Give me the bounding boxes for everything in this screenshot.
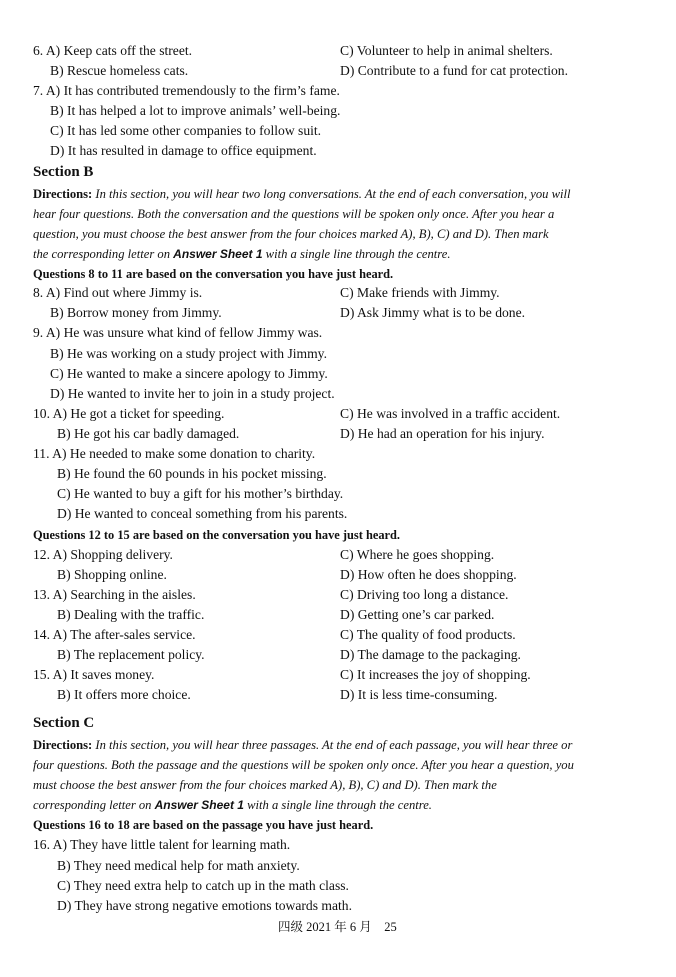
page-footer: 四级 2021 年 6 月 25 xyxy=(278,920,397,934)
q8-option-d: D) Ask Jimmy what is to be done. xyxy=(340,305,526,320)
q8-option-b: B) Borrow money from Jimmy. xyxy=(50,305,222,320)
q13-option-c: C) Driving too long a distance. xyxy=(340,587,509,602)
q12-option-c: C) Where he goes shopping. xyxy=(340,547,495,562)
q7-option-c: C) It has led some other companies to follow suit. xyxy=(50,123,322,138)
directions-text: with a single line through the centre. xyxy=(243,798,432,812)
q14-option-d: D) The damage to the packaging. xyxy=(340,647,521,662)
q6-option-a: 6. A) Keep cats off the street. xyxy=(33,43,193,58)
q9-option-b: B) He was working on a study project with Jimmy. xyxy=(50,346,327,361)
directions-text: In this section, you will hear two long conversations. At the end of each conversation, you will xyxy=(95,187,571,201)
q10-option-c: C) He was involved in a traffic accident. xyxy=(340,406,561,421)
question-group-16-18: Questions 16 to 18 are based on the passage you have just heard. xyxy=(33,818,374,832)
q11-option-d: D) He wanted to conceal something from his parents. xyxy=(57,506,348,521)
answer-sheet-ref: Answer Sheet 1 xyxy=(154,798,244,812)
directions-text: In this section, you will hear three passages. At the end of each passage, you will hear three or xyxy=(95,738,573,752)
section-c-directions-4 xyxy=(33,796,432,814)
q16-option-c: C) They need extra help to catch up in the math class. xyxy=(57,878,349,893)
q13-option-d: D) Getting one’s car parked. xyxy=(340,607,495,622)
section-c-directions-3: must choose the best answer from the four choices marked A), B), C) and D). Then mark the xyxy=(33,778,497,792)
section-c-directions-2: four questions. Both the passage and the questions will be spoken only once. After you hear a question, you xyxy=(33,758,574,772)
directions-text: the corresponding letter on xyxy=(33,247,174,261)
q10-option-d: D) He had an operation for his injury. xyxy=(340,426,545,441)
q16-option-a: 16. A) They have little talent for learning math. xyxy=(33,837,291,852)
q13-option-b: B) Dealing with the traffic. xyxy=(57,607,205,622)
question-group-12-15: Questions 12 to 15 are based on the conversation you have just heard. xyxy=(33,528,401,542)
section-c-directions-1 xyxy=(33,736,572,754)
q16-option-b: B) They need medical help for math anxiety. xyxy=(57,858,300,873)
q9-option-a: 9. A) He was unsure what kind of fellow Jimmy was. xyxy=(33,325,323,340)
section-b-directions-3: question, you must choose the best answer from the four choices marked A), B), C) and D). Then mark xyxy=(33,227,549,241)
q11-option-c: C) He wanted to buy a gift for his mother’s birthday. xyxy=(57,486,344,501)
q15-option-c: C) It increases the joy of shopping. xyxy=(340,667,531,682)
q12-option-a: 12. A) Shopping delivery. xyxy=(33,547,173,562)
directions-label: Directions: xyxy=(33,187,93,201)
directions-label: Directions: xyxy=(33,738,93,752)
directions-text: corresponding letter on xyxy=(33,798,155,812)
q15-option-b: B) It offers more choice. xyxy=(57,687,191,702)
q9-option-d: D) He wanted to invite her to join in a study project. xyxy=(50,386,335,401)
q8-option-a: 8. A) Find out where Jimmy is. xyxy=(33,285,203,300)
q15-option-d: D) It is less time-consuming. xyxy=(340,687,498,702)
section-b-directions-1 xyxy=(33,185,571,203)
question-group-8-11: Questions 8 to 11 are based on the conversation you have just heard. xyxy=(33,267,394,281)
section-b-title: Section B xyxy=(33,164,94,180)
q14-option-c: C) The quality of food products. xyxy=(340,627,516,642)
section-b-directions-4 xyxy=(33,245,450,263)
q10-option-a: 10. A) He got a ticket for speeding. xyxy=(33,406,225,421)
q6-option-d: D) Contribute to a fund for cat protection. xyxy=(340,63,569,78)
section-b-directions-2: hear four questions. Both the conversation and the questions will be spoken only once. After you hear a xyxy=(33,207,555,221)
q16-option-d: D) They have strong negative emotions towards math. xyxy=(57,898,352,913)
q11-option-b: B) He found the 60 pounds in his pocket missing. xyxy=(57,466,327,481)
q14-option-b: B) The replacement policy. xyxy=(57,647,205,662)
q12-option-d: D) How often he does shopping. xyxy=(340,567,517,582)
q10-option-b: B) He got his car badly damaged. xyxy=(57,426,240,441)
q6-option-b: B) Rescue homeless cats. xyxy=(50,63,189,78)
directions-text: with a single line through the centre. xyxy=(262,247,451,261)
q13-option-a: 13. A) Searching in the aisles. xyxy=(33,587,196,602)
q11-option-a: 11. A) He needed to make some donation to charity. xyxy=(33,446,316,461)
q8-option-c: C) Make friends with Jimmy. xyxy=(340,285,500,300)
q7-option-d: D) It has resulted in damage to office equipment. xyxy=(50,143,317,158)
q14-option-a: 14. A) The after-sales service. xyxy=(33,627,196,642)
q15-option-a: 15. A) It saves money. xyxy=(33,667,155,682)
q6-option-c: C) Volunteer to help in animal shelters. xyxy=(340,43,553,58)
section-c-title: Section C xyxy=(33,715,95,731)
answer-sheet-ref: Answer Sheet 1 xyxy=(173,247,263,261)
q9-option-c: C) He wanted to make a sincere apology to Jimmy. xyxy=(50,366,328,381)
q7-option-b: B) It has helped a lot to improve animals’ well-being. xyxy=(50,103,341,118)
q7-option-a: 7. A) It has contributed tremendously to the firm’s fame. xyxy=(33,83,340,98)
q12-option-b: B) Shopping online. xyxy=(57,567,167,582)
